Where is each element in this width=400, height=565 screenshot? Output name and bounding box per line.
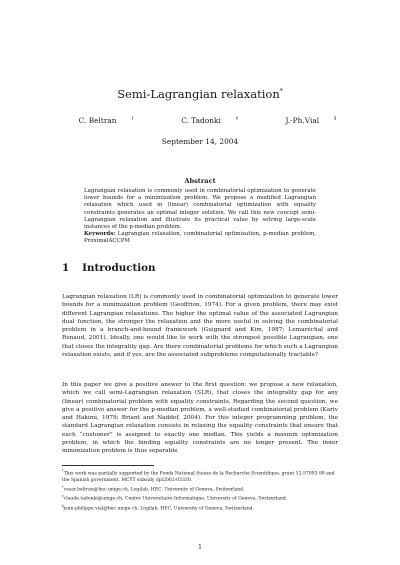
author-name: C. Beltran (78, 116, 117, 125)
footnote (62, 484, 338, 494)
abstract-text: Lagrangian relaxation is commonly used in combinatorial optimization to generate lower bounds for a minimization problem. We propose a modified Lagrangian relaxation which used in (linear) combinatorial optimization with equality constraints generates an optimal integer solution. We call this new concept semi-Lagrangian relaxation and illustrate its practical value by solving large-scale instances of the p-median problem. (84, 188, 316, 231)
author-mark: § (334, 116, 337, 122)
author-name: J.-Ph.Vial (285, 116, 320, 125)
keywords-text: Lagrangian relaxation, combinatorial optimization, p-median problem, ProximalACCPM (84, 231, 316, 245)
title-footnote-mark: * (279, 88, 283, 96)
footnote-mark: ‡ (62, 494, 64, 499)
footnote-text: claude.tadonki@unige.ch, Centre Universitaire Informatique, University of Geneva, Switzerland. (63, 496, 288, 502)
footnote-text: jean-philippe.vial@hec.unige.ch, Logilab, HEC, University of Geneva, Switzerland. (63, 506, 255, 512)
footnote-mark: § (62, 503, 64, 508)
footnote (62, 503, 338, 513)
paper-title (0, 87, 400, 101)
section-number: 1 (62, 262, 70, 274)
author-mark: ‡ (235, 116, 239, 122)
body-paragraph: Lagrangian relaxation (LR) is commonly used in combinatorial optimization to generate lower bounds for a minimization problem (Geoffrion, 1974). For a given problem, there may exist different Lagrangian relaxations. The higher the optimal value of the associated Lagrangian dual function, the stronger the relaxation and the more useful in solving the combinatorial problem in a branch-and-bound framework (Guignard and Kim, 1987; Lemaréchal and Renaud, 2001). Ideally, one would like to work with the strongest possible Lagrangian, one that closes the integrality gap. Are there combinatorial problems for which such a Lagrangian relaxation exists, and if yes, are the associated subproblems computationally tractable? (62, 294, 338, 359)
section-title: Introduction (82, 262, 156, 274)
keywords-label: Keywords: (84, 231, 116, 238)
page-number: 1 (198, 544, 202, 551)
paper-title-text: Semi-Lagrangian relaxation (117, 87, 280, 101)
footnotes (62, 468, 338, 513)
abstract-heading: Abstract (184, 177, 216, 185)
footnote-rule (62, 465, 154, 466)
author-mark: † (131, 116, 134, 122)
footnote (62, 493, 338, 503)
paper-date: September 14, 2004 (161, 137, 239, 146)
section-heading (62, 262, 169, 274)
author-list (0, 116, 400, 125)
footnote-mark: † (62, 484, 64, 489)
keywords (84, 231, 316, 245)
footnote-text: cesar.beltran@hec.unige.ch, Logilab, HEC, University of Geneva, Switzerland. (63, 487, 245, 493)
author-name: C. Tadonki (181, 116, 221, 125)
author (166, 116, 238, 125)
author (64, 116, 134, 125)
body-paragraph: In this paper we give a positive answer to the first question: we propose a new relaxation, which we call semi-Lagrangian relaxation (SLR), that closes the integrality gap for any (linear) combinatorial problem with equality constraints. Regarding the second question, we give a positive answer for the p-median problem, a well-studied combinatorial problem (Kariv and Hakimi, 1979; Briant and Naddef, 2004). For this integer programming problem, the standard Lagrangian relaxation consists in relaxing the equality constraints that ensure that each “customer” is assigned to exactly one median. This yields a maxmin optimization problem, in which the binding equality constraints are no longer present. The inner minimization problem is thus separable (62, 382, 338, 455)
author (270, 116, 336, 125)
abstract (84, 188, 316, 246)
footnote-text: This work was partially supported by the Fonds National Suisse de la Recherche Scientifique, grant 12-57093.99 and the Spanish government, MCYT subsidy dpi2002-03330. (62, 471, 335, 483)
footnote (62, 468, 338, 484)
footnote-mark: * (62, 469, 64, 473)
